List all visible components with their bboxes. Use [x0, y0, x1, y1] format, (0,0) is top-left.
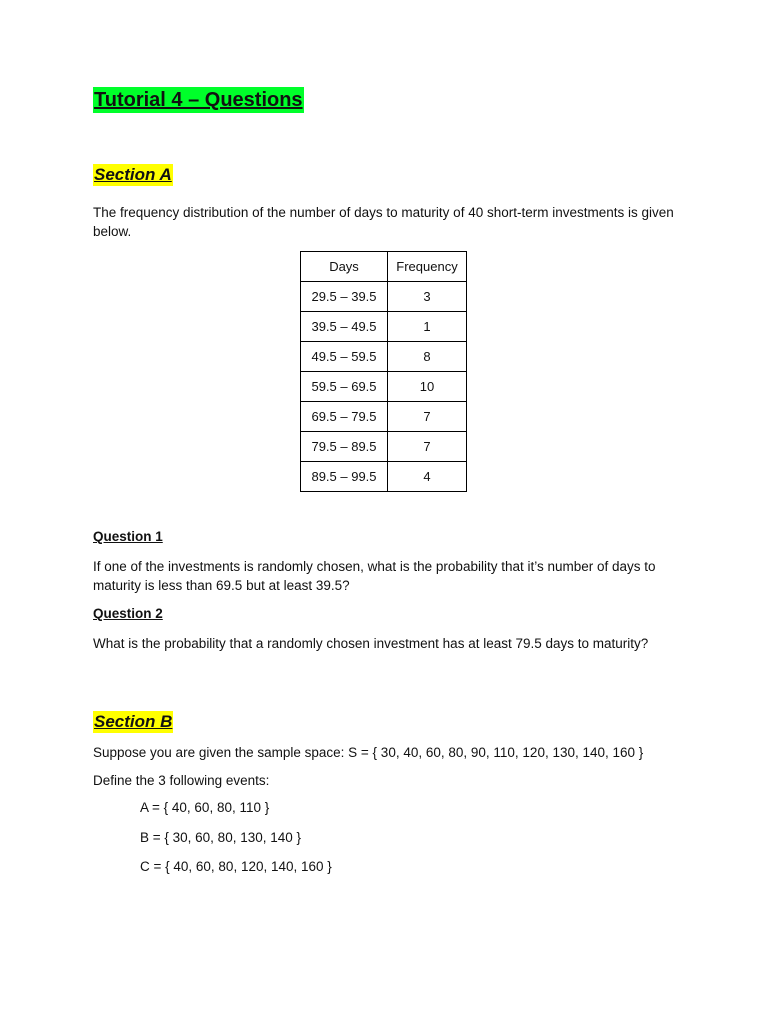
- frequency-cell: 7: [388, 402, 467, 432]
- frequency-cell: 3: [388, 282, 467, 312]
- frequency-cell: 10: [388, 372, 467, 402]
- column-header-frequency: Frequency: [388, 252, 467, 282]
- days-cell: 39.5 – 49.5: [301, 312, 388, 342]
- days-cell: 59.5 – 69.5: [301, 372, 388, 402]
- days-cell: 89.5 – 99.5: [301, 462, 388, 492]
- table-row: [301, 432, 467, 462]
- table-row: [301, 342, 467, 372]
- event-a: A = { 40, 60, 80, 110 }: [140, 800, 270, 815]
- question-2-text: What is the probability that a randomly chosen investment has at least 79.5 days to maturity?: [93, 636, 649, 651]
- question-1-text: If one of the investments is randomly chosen, what is the probability that it’s number of days to maturity is less than 69.5 but at least 39.5?: [93, 559, 656, 593]
- days-cell: 69.5 – 79.5: [301, 402, 388, 432]
- column-header-days: Days: [301, 252, 388, 282]
- table-row: [301, 402, 467, 432]
- frequency-cell: 8: [388, 342, 467, 372]
- question-2-heading: Question 2: [93, 606, 163, 621]
- days-cell: 79.5 – 89.5: [301, 432, 388, 462]
- define-events-text: Define the 3 following events:: [93, 773, 270, 788]
- section-a-intro: The frequency distribution of the number of days to maturity of 40 short-term investments is given below.: [93, 205, 674, 239]
- table-row: [301, 372, 467, 402]
- days-cell: 49.5 – 59.5: [301, 342, 388, 372]
- table-row: [301, 462, 467, 492]
- sample-space-text: Suppose you are given the sample space: S = { 30, 40, 60, 80, 90, 110, 120, 130, 140, 160 }: [93, 745, 644, 760]
- days-cell: 29.5 – 39.5: [301, 282, 388, 312]
- section-a-heading: Section A: [94, 165, 172, 184]
- table-header-row: [301, 252, 467, 282]
- document-title: Tutorial 4 – Questions: [94, 89, 303, 111]
- frequency-cell: 7: [388, 432, 467, 462]
- event-b: B = { 30, 60, 80, 130, 140 }: [140, 830, 302, 845]
- table-row: [301, 312, 467, 342]
- frequency-cell: 1: [388, 312, 467, 342]
- question-1-heading: Question 1: [93, 529, 163, 544]
- section-b-heading: Section B: [94, 712, 173, 731]
- frequency-table: [300, 251, 467, 492]
- table-row: [301, 282, 467, 312]
- event-c: C = { 40, 60, 80, 120, 140, 160 }: [140, 859, 332, 874]
- frequency-cell: 4: [388, 462, 467, 492]
